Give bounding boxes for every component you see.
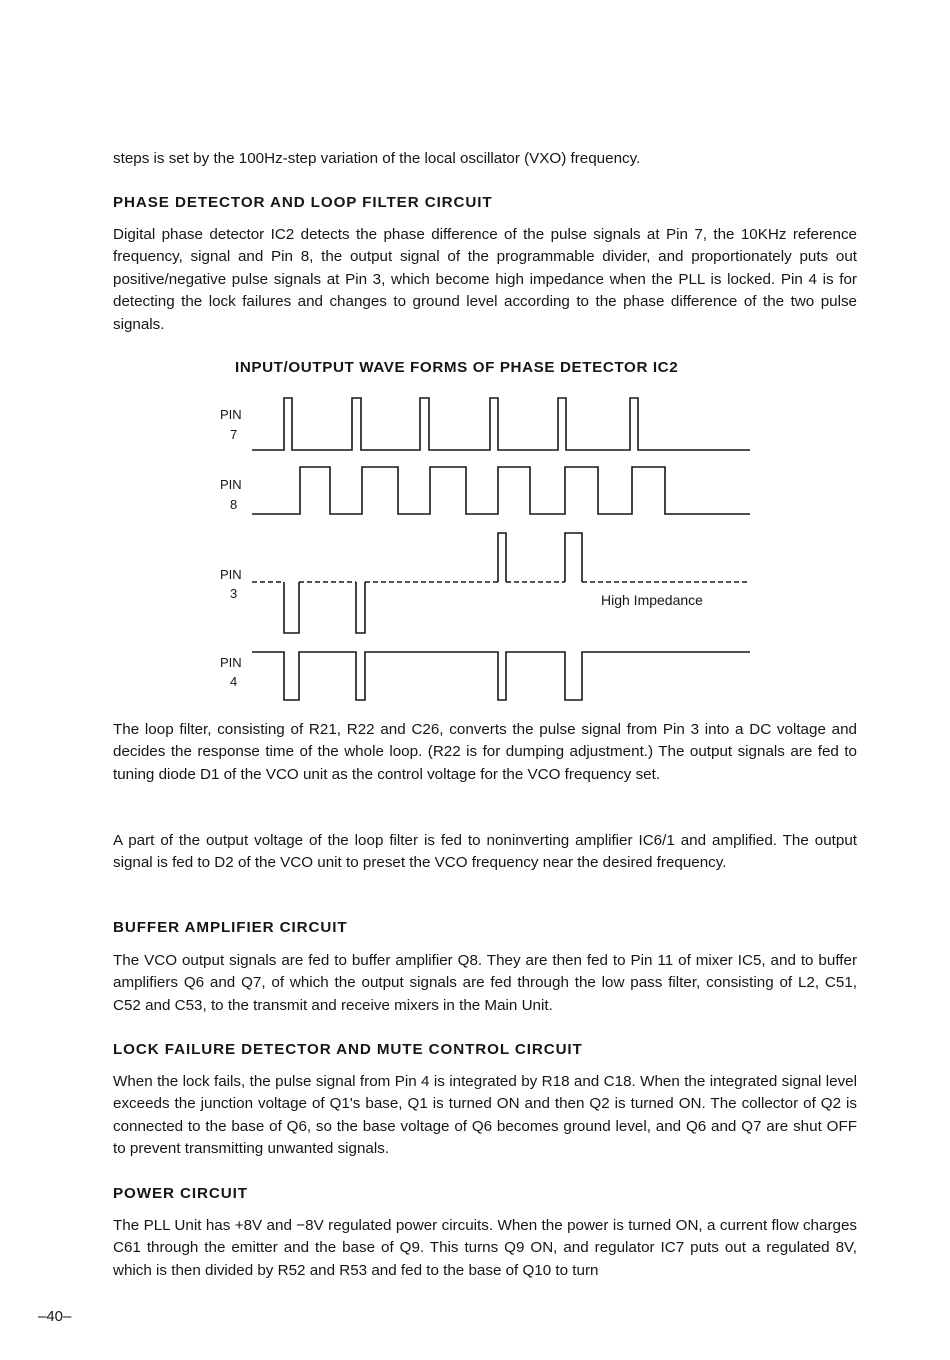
power-circuit-paragraph: The PLL Unit has +8V and −8V regulated power circuits. When the power is turned ON, a current flow charges C61 through the emitter and the base of Q9. This turns Q9 ON, and regulator IC7 puts out a regulated 8V, which is then divided by R52 and R53 and fed to the base of Q10 to turn xyxy=(113,1217,857,1279)
pin3-pulse xyxy=(565,533,582,582)
pin3-pulse xyxy=(356,582,365,633)
pin4-label-num: 4 xyxy=(230,674,238,689)
high-impedance-label: High Impedance xyxy=(601,592,703,608)
phase-detector-heading: PHASE DETECTOR AND LOOP FILTER CIRCUIT xyxy=(113,194,493,211)
pin3-label-num: 3 xyxy=(230,586,238,601)
buffer-amplifier-paragraph: The VCO output signals are fed to buffer amplifier Q8. They are then fed to Pin 11 of mixer IC5, and to buffer amplifiers Q6 and Q7, of which the output signals are fed through the low pass filter, consisting of L2, C51, C52 and C53, to the transmit and receive mixers in the Main Unit. xyxy=(113,952,857,1014)
page-number: –40– xyxy=(38,1308,72,1325)
pin8-label-top: PIN xyxy=(220,477,242,492)
phase-detector-paragraph: Digital phase detector IC2 detects the phase difference of the pulse signals at Pin 7, the 10KHz reference frequency, signal and Pin 8, the output signal of the programmable divider, and proportionately puts out positive/negative pulse signals at Pin 3, which become high impedance when the PLL is locked. Pin 4 is for detecting the lock failures and changes to ground level according to the phase difference of the two pulse signals. xyxy=(113,226,857,333)
lock-failure-paragraph: When the lock fails, the pulse signal from Pin 4 is integrated by R18 and C18. When the integrated signal level exceeds the junction voltage of Q1's base, Q1 is turned ON and then Q2 is turned ON. The collector of Q2 is connected to the base of Q6, so the base voltage of Q6 becomes ground level, and Q6 and Q7 are shut OFF to prevent transmitting unwanted signals. xyxy=(113,1073,857,1158)
lock-failure-heading: LOCK FAILURE DETECTOR AND MUTE CONTROL CIRCUIT xyxy=(113,1041,583,1058)
pin3-pulse xyxy=(284,582,299,633)
pin8-waveform xyxy=(252,467,750,514)
pin7-waveform xyxy=(252,398,750,450)
buffer-amplifier-heading: BUFFER AMPLIFIER CIRCUIT xyxy=(113,919,348,936)
pin8-label-num: 8 xyxy=(230,497,238,512)
pin7-label-top: PIN xyxy=(220,407,242,422)
pin3-pulse xyxy=(498,533,506,582)
pin4-waveform xyxy=(252,652,750,700)
loop-filter-paragraph-1: The loop filter, consisting of R21, R22 and C26, converts the pulse signal from Pin 3 into a DC voltage and decides the response time of the whole loop. (R22 is for dumping adjustment.) The output signals are fed to tuning diode D1 of the VCO unit as the control voltage for the VCO frequency set. xyxy=(113,721,857,783)
power-circuit-heading: POWER CIRCUIT xyxy=(113,1185,248,1202)
waveform-diagram-title: INPUT/OUTPUT WAVE FORMS OF PHASE DETECTOR IC2 xyxy=(235,359,679,376)
loop-filter-paragraph-2: A part of the output voltage of the loop filter is fed to noninverting amplifier IC6/1 and amplified. The output signal is fed to D2 of the VCO unit to preset the VCO frequency near the desired frequency. xyxy=(113,832,857,872)
intro-paragraph: steps is set by the 100Hz-step variation of the local oscillator (VXO) frequency. xyxy=(113,150,641,167)
pin3-label-top: PIN xyxy=(220,567,242,582)
pin7-label-num: 7 xyxy=(230,427,238,442)
pin4-label-top: PIN xyxy=(220,655,242,670)
